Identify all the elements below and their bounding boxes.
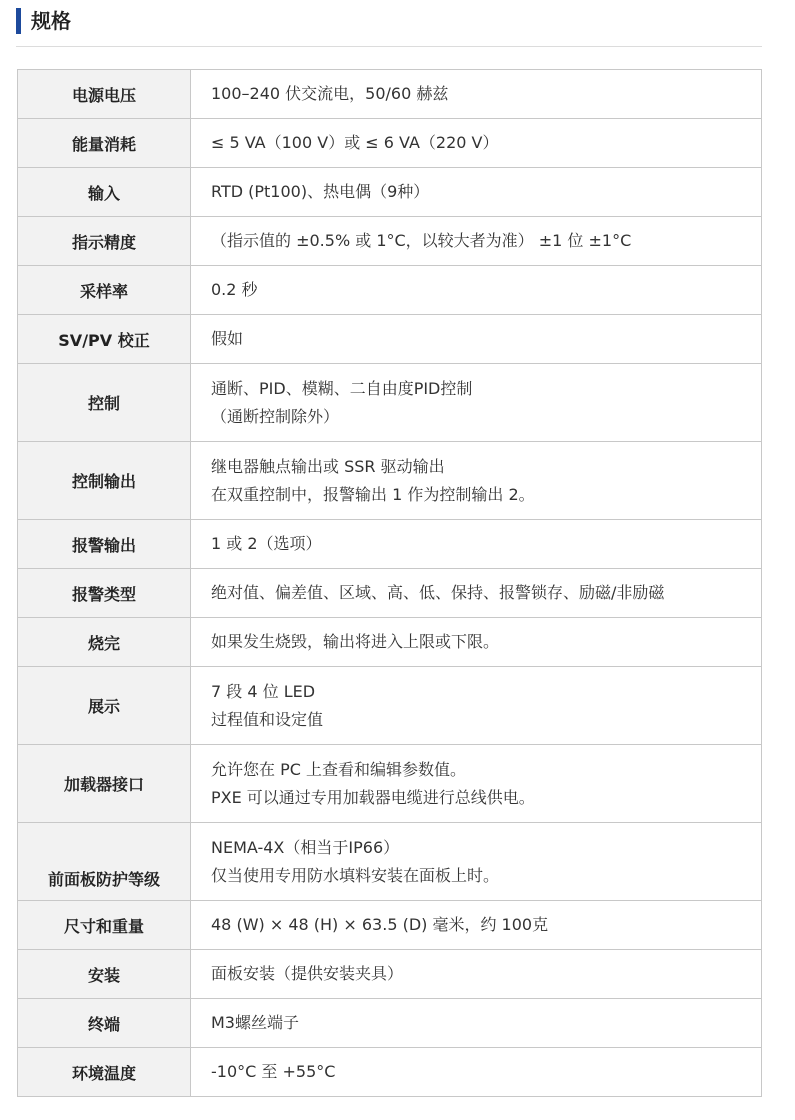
spec-value-line: 允许您在 PC 上查看和编辑参数值。 <box>211 759 466 779</box>
spec-value-line: 绝对值、偏差值、区域、高、低、保持、报警锁存、励磁/非励磁 <box>211 583 665 602</box>
spec-value <box>191 1048 762 1097</box>
spec-label: 控制输出 <box>18 442 191 520</box>
spec-row <box>18 667 762 745</box>
spec-label: 报警类型 <box>18 569 191 618</box>
spec-label: 能量消耗 <box>18 119 191 168</box>
spec-label: 前面板防护等级 <box>18 823 191 901</box>
spec-value <box>191 667 762 745</box>
spec-value-line: 仅当使用专用防水填料安装在面板上时。 <box>211 865 500 885</box>
spec-value <box>191 569 762 618</box>
spec-row <box>18 168 762 217</box>
spec-row <box>18 217 762 266</box>
spec-value <box>191 70 762 119</box>
spec-row <box>18 520 762 569</box>
spec-row <box>18 266 762 315</box>
spec-value <box>191 520 762 569</box>
spec-row <box>18 999 762 1048</box>
spec-label: 烧完 <box>18 618 191 667</box>
spec-value-line: （通断控制除外） <box>211 406 340 426</box>
spec-value <box>191 745 762 823</box>
spec-value-line: 1 或 2（选项） <box>211 534 322 553</box>
spec-label: 环境温度 <box>18 1048 191 1097</box>
spec-value <box>191 618 762 667</box>
spec-value <box>191 217 762 266</box>
spec-value-line: 过程值和设定值 <box>211 709 324 729</box>
spec-value-line: 48 (W) × 48 (H) × 63.5 (D) 毫米，约 100克 <box>211 915 549 934</box>
spec-value-line: 0.2 秒 <box>211 280 258 299</box>
spec-row <box>18 745 762 823</box>
spec-row <box>18 70 762 119</box>
spec-value <box>191 364 762 442</box>
spec-table <box>17 69 762 1097</box>
spec-value-line: 在双重控制中，报警输出 1 作为控制输出 2。 <box>211 484 535 504</box>
spec-value <box>191 999 762 1048</box>
spec-label: 终端 <box>18 999 191 1048</box>
spec-label: 加载器接口 <box>18 745 191 823</box>
spec-table-body <box>18 70 762 1097</box>
spec-row <box>18 901 762 950</box>
spec-label: 安装 <box>18 950 191 999</box>
spec-row <box>18 618 762 667</box>
spec-value-line: -10°C 至 +55°C <box>211 1062 336 1081</box>
spec-value-line: 面板安装（提供安装夹具） <box>211 964 404 983</box>
spec-value-line: 100–240 伏交流电，50/60 赫兹 <box>211 84 449 103</box>
heading-accent-bar <box>16 8 21 34</box>
spec-label: 尺寸和重量 <box>18 901 191 950</box>
spec-value-line: 继电器触点输出或 SSR 驱动输出 <box>211 456 445 476</box>
spec-value <box>191 901 762 950</box>
spec-value <box>191 119 762 168</box>
spec-row <box>18 315 762 364</box>
section-heading <box>16 6 762 47</box>
spec-value-line: PXE 可以通过专用加载器电缆进行总线供电。 <box>211 787 535 807</box>
spec-value <box>191 823 762 901</box>
spec-label: 报警输出 <box>18 520 191 569</box>
spec-label: SV/PV 校正 <box>18 315 191 364</box>
spec-value-line: ≤ 5 VA（100 V）或 ≤ 6 VA（220 V） <box>211 133 499 152</box>
spec-value-line: NEMA-4X（相当于IP66） <box>211 837 400 857</box>
spec-value-line: M3螺丝端子 <box>211 1013 299 1032</box>
spec-value <box>191 168 762 217</box>
spec-label: 控制 <box>18 364 191 442</box>
spec-row <box>18 1048 762 1097</box>
spec-value-line: RTD (Pt100)、热电偶（9种） <box>211 182 430 201</box>
spec-value <box>191 950 762 999</box>
spec-value-line: 假如 <box>211 329 244 348</box>
spec-label: 采样率 <box>18 266 191 315</box>
spec-value <box>191 266 762 315</box>
spec-value-line: 通断、PID、模糊、二自由度PID控制 <box>211 378 473 398</box>
spec-value <box>191 442 762 520</box>
spec-row <box>18 823 762 901</box>
spec-row <box>18 442 762 520</box>
spec-value-line: 如果发生烧毁，输出将进入上限或下限。 <box>211 632 500 651</box>
spec-value-line: 7 段 4 位 LED <box>211 681 316 701</box>
spec-label: 展示 <box>18 667 191 745</box>
spec-row <box>18 569 762 618</box>
spec-row <box>18 364 762 442</box>
section-title: 规格 <box>31 9 71 33</box>
spec-value-line: （指示值的 ±0.5% 或 1°C，以较大者为准） ±1 位 ±1°C <box>211 231 632 250</box>
spec-row <box>18 950 762 999</box>
spec-value <box>191 315 762 364</box>
spec-label: 电源电压 <box>18 70 191 119</box>
spec-label: 输入 <box>18 168 191 217</box>
spec-label: 指示精度 <box>18 217 191 266</box>
spec-row <box>18 119 762 168</box>
